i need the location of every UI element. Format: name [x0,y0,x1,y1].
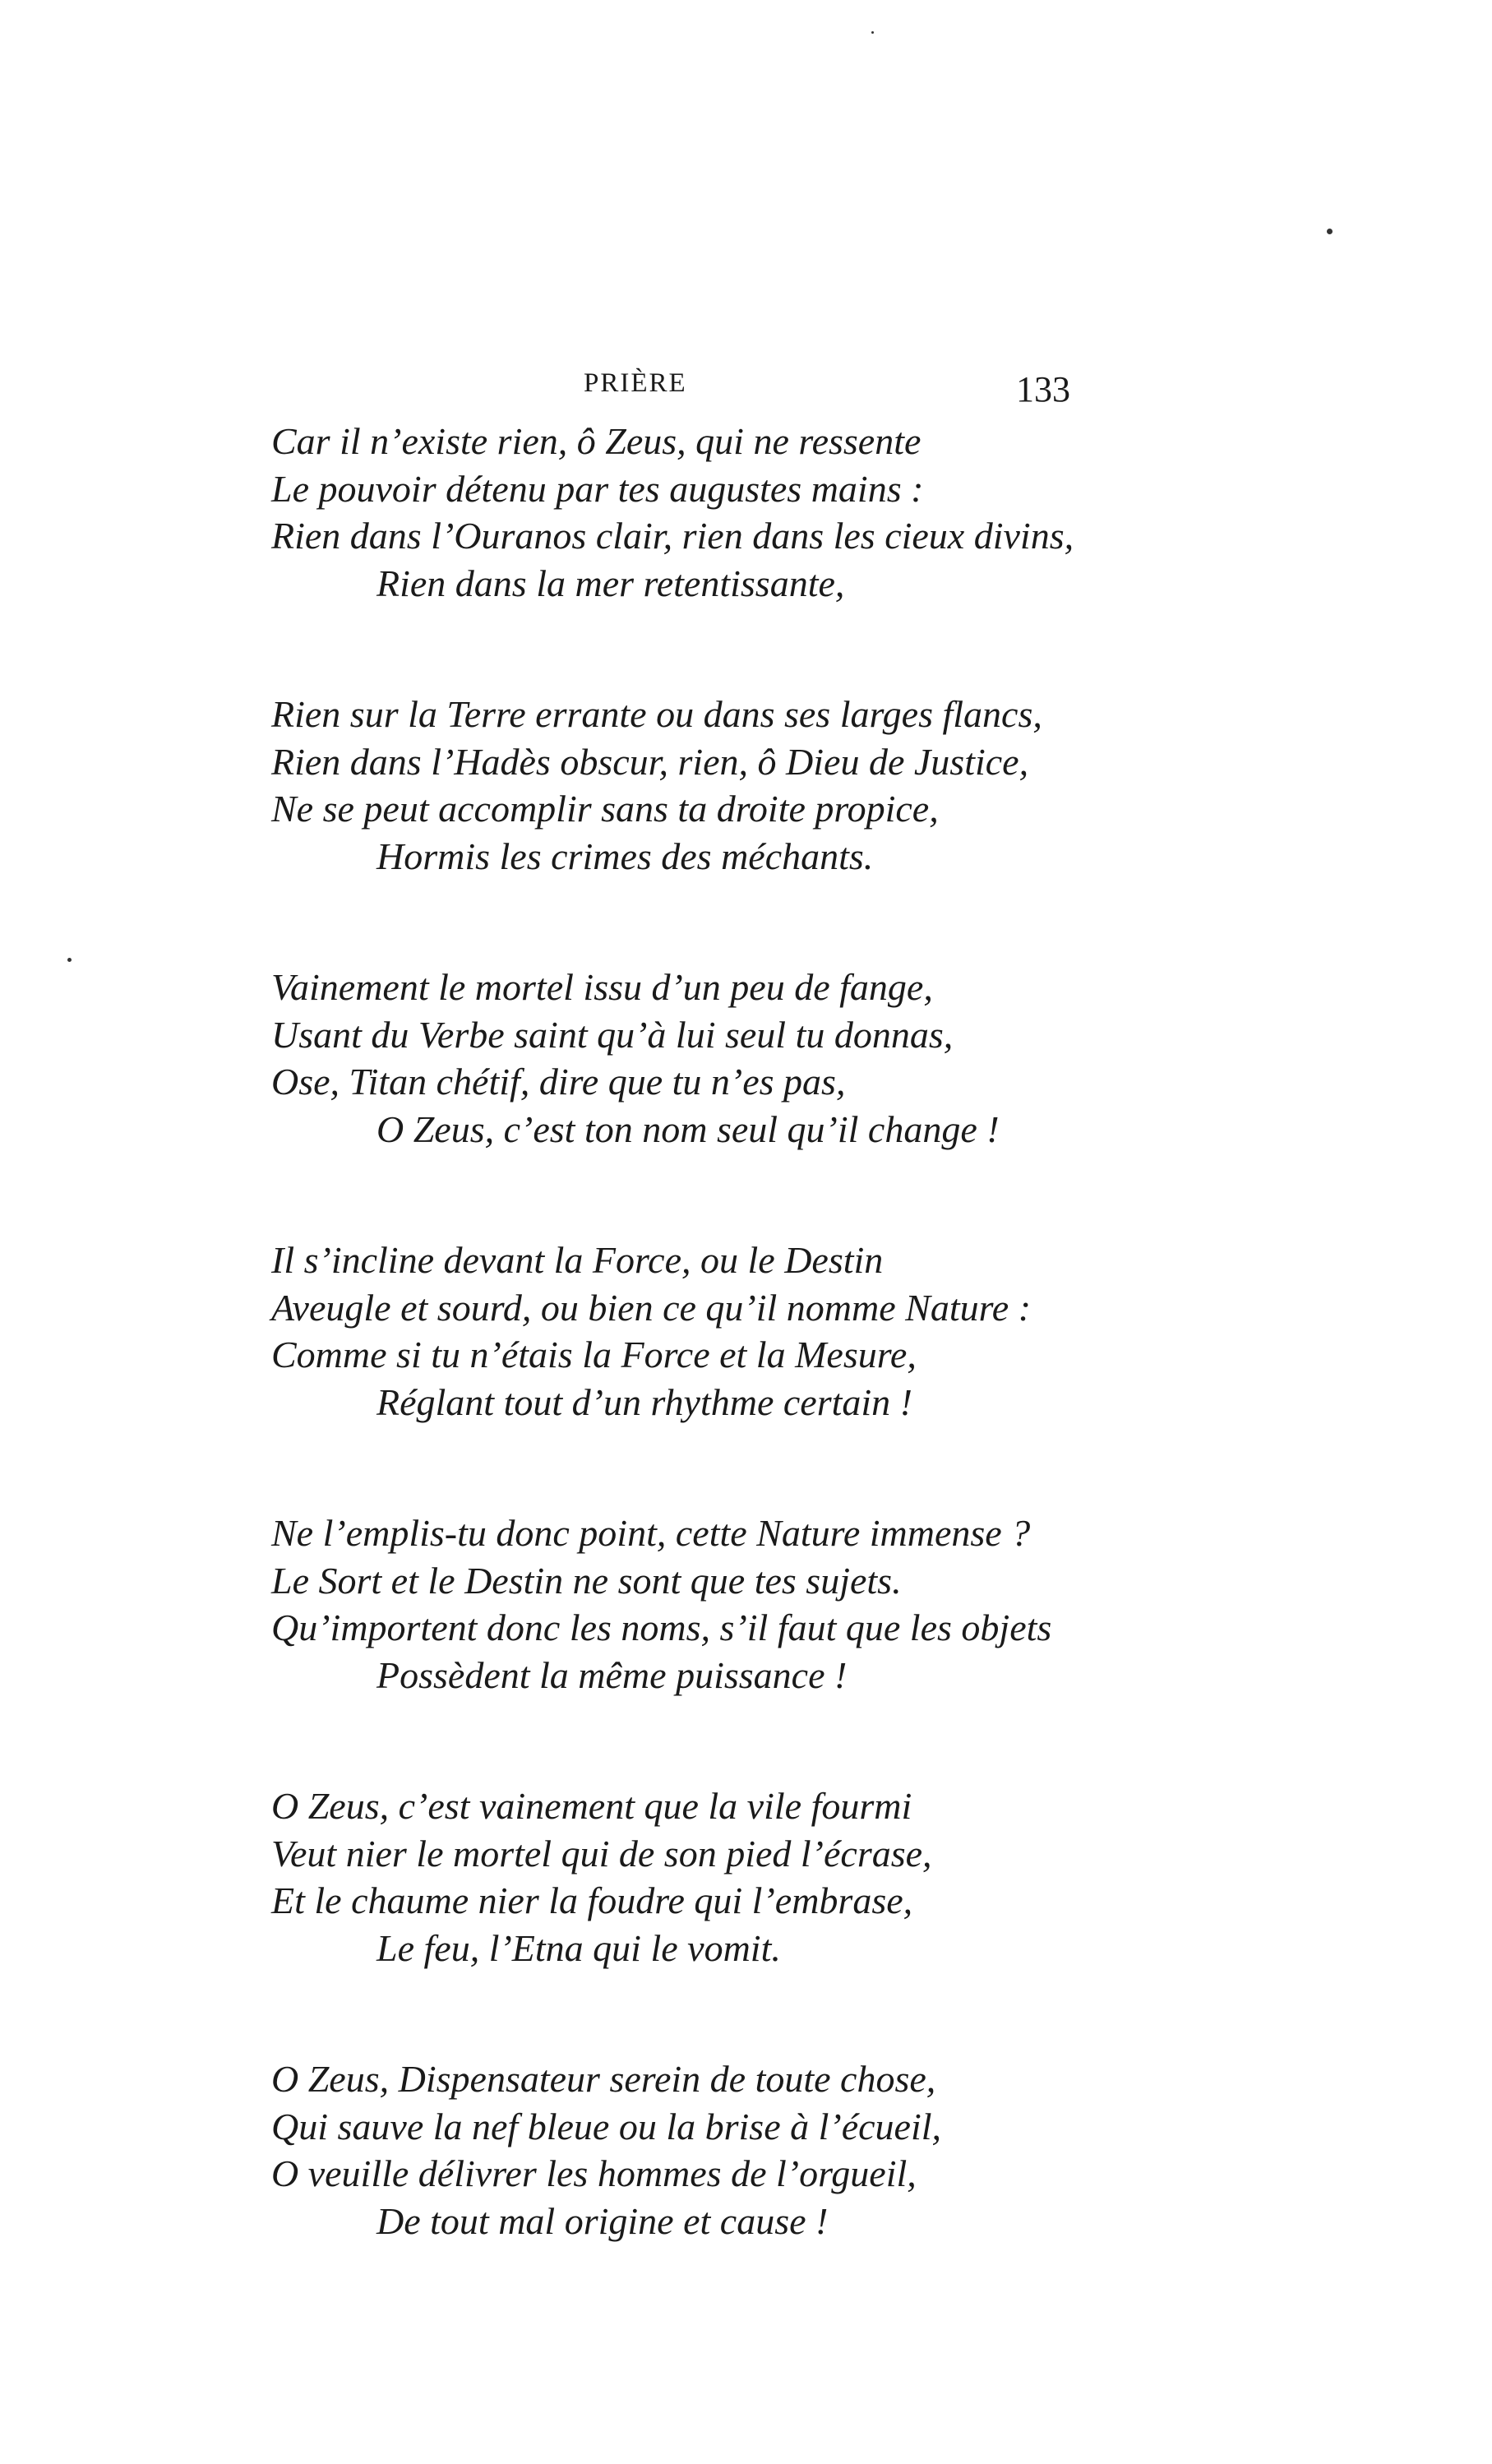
verse-line: Ne se peut accomplir sans ta droite propice, [271,788,939,830]
verse-line: Veut nier le mortel qui de son pied l’écrase, [271,1832,932,1875]
verse-line: Comme si tu n’étais la Force et la Mesure, [271,1334,917,1375]
page-number: 133 [1016,369,1070,409]
verse-line: Usant du Verbe saint qu’à lui seul tu donnas, [271,1013,954,1056]
scan-speck [1327,229,1333,234]
verse-line: Il s’incline devant la Force, ou le Destin [271,1239,884,1281]
stanza [271,1782,1274,1972]
verse-line: Aveugle et sourd, ou bien ce qu’il nomme Nature : [271,1286,1032,1329]
verse-line: De tout mal origine et cause ! [376,2199,829,2242]
verse-line: Ose, Titan chétif, dire que tu n’es pas, [271,1061,846,1103]
verse-line: Hormis les crimes des méchants. [376,834,874,877]
stanza [271,418,1274,607]
verse-line: O Zeus, c’est vainement que la vile fourmi [271,1785,912,1827]
verse-line: O Zeus, c’est ton nom seul qu’il change ! [376,1107,1000,1150]
verse-line: Réglant tout d’un rhythme certain ! [376,1380,912,1423]
verse-line: Qu’importent donc les noms, s’il faut que les objets [271,1606,1052,1648]
verse-line: Le feu, l’Etna qui le vomit. [376,1926,781,1969]
stanza [271,2055,1274,2244]
verse-line: Vainement le mortel issu d’un peu de fange, [271,966,933,1008]
poem [271,418,1274,2328]
stanza [271,1509,1274,1699]
stanza [271,1237,1274,1426]
running-title: PRIÈRE [584,368,687,398]
stanza [271,691,1274,880]
verse-line: Le Sort et le Destin ne sont que tes sujets. [271,1559,902,1602]
verse-line: Rien dans l’Ouranos clair, rien dans les cieux divins, [271,515,1074,557]
scan-speck [67,958,72,962]
verse-line: Ne l’emplis-tu donc point, cette Nature immense ? [271,1512,1031,1554]
verse-line: Qui sauve la nef bleue ou la brise à l’écueil, [271,2105,942,2147]
verse-line: O Zeus, Dispensateur serein de toute chose, [271,2058,936,2100]
verse-line: Possèdent la même puissance ! [376,1653,848,1696]
verse-line: Rien dans l’Hadès obscur, rien, ô Dieu de Justice, [271,740,1029,783]
verse-line: Car il n’existe rien, ô Zeus, qui ne ressente [271,420,922,462]
scan-speck [871,31,874,34]
verse-line: Et le chaume nier la foudre qui l’embrase, [271,1879,913,1921]
stanza [271,964,1274,1153]
verse-line: O veuille délivrer les hommes de l’orgueil, [271,2152,917,2194]
verse-line: Le pouvoir détenu par tes augustes mains : [271,467,924,510]
verse-line: Rien dans la mer retentissante, [376,562,845,604]
verse-line: Rien sur la Terre errante ou dans ses larges flancs, [271,693,1042,735]
